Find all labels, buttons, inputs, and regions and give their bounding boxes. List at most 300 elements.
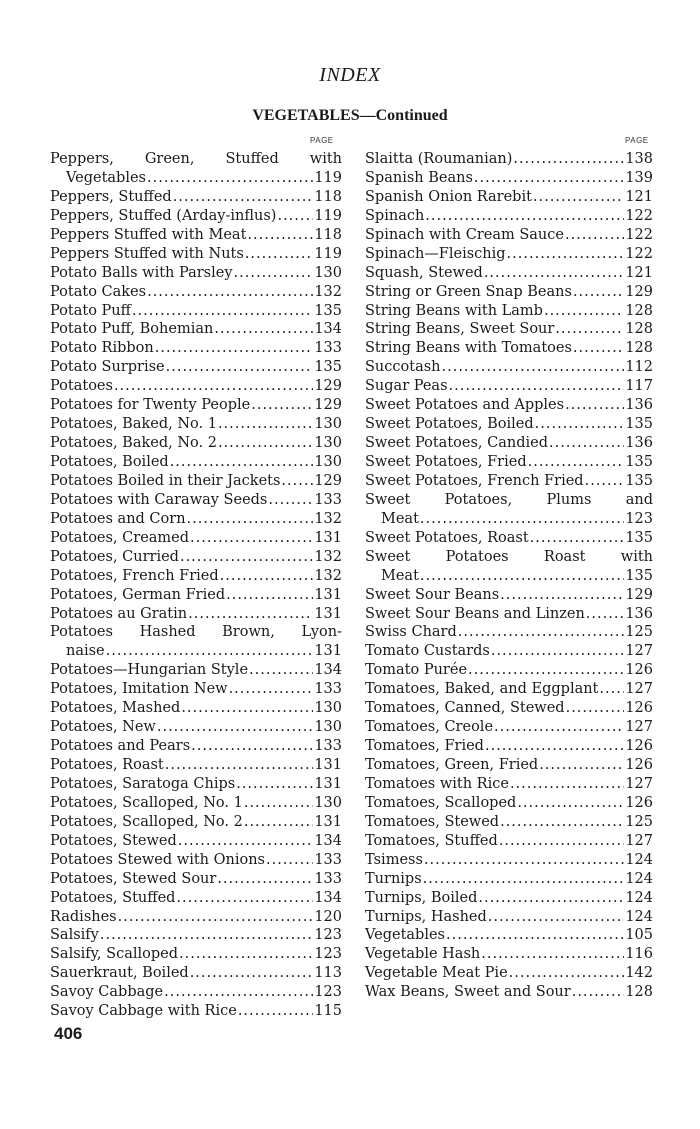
index-entry [365, 851, 653, 870]
entry-title: Spanish Onion Rarebit [365, 188, 532, 205]
index-entry [50, 1002, 342, 1021]
dot-leader [509, 964, 625, 983]
index-entry [50, 302, 342, 321]
entry-title: Succotash [365, 359, 441, 376]
dot-leader [423, 870, 625, 889]
entry-page-number: 123 [314, 984, 342, 1001]
index-entry [365, 472, 653, 491]
index-entry [365, 756, 653, 775]
entry-page-number: 135 [314, 302, 342, 319]
index-entry-first-line: Peppers, Green, Stuffed with [50, 151, 342, 167]
index-entry [50, 680, 342, 699]
entry-title: Sweet Potatoes and Apples [365, 397, 565, 414]
index-entry [50, 832, 342, 851]
index-entry [365, 529, 653, 548]
dot-leader [114, 377, 313, 396]
entry-title: Sweet Sour Beans and Linzen [365, 605, 585, 622]
entry-page-number: 132 [314, 510, 342, 527]
entry-page-number: 139 [625, 169, 653, 186]
entry-title: Potatoes, New [50, 719, 156, 736]
dot-leader [166, 358, 314, 377]
dot-leader [118, 908, 314, 927]
dot-leader [281, 472, 313, 491]
entry-title: Potatoes, Baked, No. 2 [50, 435, 217, 452]
dot-leader [181, 699, 313, 718]
entry-title: Tomato Custards [365, 643, 490, 660]
entry-title: Tomatoes, Canned, Stewed [365, 700, 565, 717]
entry-page-number: 112 [625, 359, 653, 376]
entry-page-number: 130 [314, 435, 342, 452]
index-entry [50, 434, 342, 453]
entry-page-number: 131 [314, 586, 342, 603]
index-entry [50, 870, 342, 889]
entry-title: Potatoes with Caraway Seeds [50, 491, 268, 508]
index-entry [365, 661, 653, 680]
index-entry [365, 396, 653, 415]
index-entry [365, 737, 653, 756]
dot-leader [468, 661, 624, 680]
index-entry [50, 283, 342, 302]
index-entry-first-line: Sweet Potatoes, Plums and [365, 491, 653, 508]
index-entry [365, 434, 653, 453]
entry-title: String or Green Snap Beans [365, 283, 572, 300]
index-entry [365, 150, 653, 169]
index-entry [50, 415, 342, 434]
dot-leader [510, 775, 624, 794]
dot-leader [220, 567, 314, 586]
dot-leader [500, 813, 624, 832]
dot-leader [544, 302, 624, 321]
entry-page-number: 123 [625, 510, 653, 527]
entry-page-number: 138 [625, 151, 653, 167]
dot-leader [236, 775, 313, 794]
index-entry [50, 586, 342, 605]
entry-page-number: 133 [314, 870, 342, 887]
entry-title: String Beans with Tomatoes [365, 340, 572, 357]
entry-title: Potatoes au Gratin [50, 605, 188, 622]
dot-leader [229, 680, 314, 699]
entry-page-number: 132 [314, 548, 342, 565]
entry-page-number: 130 [314, 454, 342, 470]
entry-page-number: 113 [314, 965, 342, 982]
dot-leader [266, 851, 313, 870]
index-entry [365, 926, 653, 945]
entry-page-number: 117 [625, 378, 653, 395]
dot-leader [499, 832, 625, 851]
entry-page-number: 131 [314, 529, 342, 546]
dot-leader [179, 945, 313, 964]
dot-leader [244, 813, 313, 832]
entry-page-number: 135 [625, 454, 653, 470]
dot-leader [214, 320, 313, 339]
entry-page-number: 133 [314, 738, 342, 755]
entry-page-number: 131 [314, 775, 342, 792]
entry-title: String Beans, Sweet Sour [365, 321, 555, 338]
dot-leader [442, 358, 625, 377]
entry-title: Turnips [365, 870, 422, 887]
entry-page-number: 115 [314, 1003, 342, 1020]
entry-title: Sweet Sour Beans [365, 586, 500, 603]
entry-page-number: 119 [314, 207, 342, 224]
dot-leader [251, 396, 313, 415]
entry-title: Potatoes, Stuffed [50, 889, 176, 906]
dot-leader [573, 339, 624, 358]
entry-title: Potatoes, Boiled [50, 454, 169, 470]
entry-page-number: 130 [314, 719, 342, 736]
entry-title: Potatoes and Corn [50, 510, 186, 527]
entry-title: Tomatoes, Scalloped [365, 794, 517, 811]
entry-title: Potatoes, Imitation New [50, 681, 228, 698]
entry-title: Wax Beans, Sweet and Sour [365, 984, 571, 1001]
entry-page-number: 122 [625, 245, 653, 262]
index-entry [50, 339, 342, 358]
entry-title: Potato Cakes [50, 283, 147, 300]
entry-page-number: 135 [625, 529, 653, 546]
entry-title: Potatoes, Creamed [50, 529, 190, 546]
dot-leader [132, 302, 313, 321]
index-entry [365, 264, 653, 283]
dot-leader [549, 434, 624, 453]
index-entry [365, 358, 653, 377]
index-entry [50, 396, 342, 415]
entry-page-number: 130 [314, 794, 342, 811]
dot-leader [513, 150, 624, 169]
index-entry [365, 718, 653, 737]
dot-leader [517, 794, 624, 813]
index-entry [50, 889, 342, 908]
entry-title: Potatoes, Stewed Sour [50, 870, 217, 887]
index-entry [365, 832, 653, 851]
entry-title: Peppers Stuffed with Nuts [50, 245, 244, 262]
entry-title: naise [66, 643, 105, 660]
entry-title: Potatoes, German Fried [50, 586, 226, 603]
entry-page-number: 127 [625, 832, 653, 849]
entry-title: Meat [381, 567, 419, 584]
index-entry [50, 813, 342, 832]
index-entry [50, 605, 342, 624]
entry-page-number: 128 [625, 302, 653, 319]
index-entry [50, 548, 342, 567]
entry-page-number: 124 [625, 908, 653, 925]
index-entry [50, 245, 342, 264]
dot-leader [485, 737, 624, 756]
entry-page-number: 135 [314, 359, 342, 376]
entry-page-number: 133 [314, 340, 342, 357]
dot-leader [484, 264, 625, 283]
entry-page-number: 124 [625, 851, 653, 868]
entry-title: Meat [381, 510, 419, 527]
entry-title: Potatoes, Baked, No. 1 [50, 416, 217, 433]
dot-leader [533, 188, 624, 207]
index-entry [365, 605, 653, 624]
dot-leader [188, 605, 313, 624]
page-title: INDEX [319, 64, 381, 86]
entry-page-number: 133 [314, 851, 342, 868]
index-entry [365, 377, 653, 396]
entry-page-number: 132 [314, 283, 342, 300]
index-entry [365, 207, 653, 226]
dot-leader [566, 699, 625, 718]
entry-page-number: 129 [625, 586, 653, 603]
entry-title: Potatoes [50, 378, 113, 395]
index-entry [365, 283, 653, 302]
index-entry [50, 851, 342, 870]
index-entry [365, 680, 653, 699]
entry-title: Potatoes, French Fried [50, 567, 219, 584]
dot-leader [446, 926, 624, 945]
dot-leader [481, 945, 624, 964]
index-entry [365, 623, 653, 642]
index-entry-first-line: Potatoes Hashed Brown, Lyon- [50, 624, 342, 641]
entry-page-number: 136 [625, 435, 653, 452]
dot-leader [100, 926, 313, 945]
entry-title: Potatoes, Mashed [50, 700, 181, 717]
entry-title: Vegetables [365, 927, 445, 944]
dot-leader [106, 642, 314, 661]
dot-leader [474, 169, 624, 188]
index-entry [365, 415, 653, 434]
index-entry [365, 945, 653, 964]
section-heading: VEGETABLES—Continued [252, 107, 448, 124]
entry-page-number: 120 [314, 908, 342, 925]
dot-leader [500, 586, 624, 605]
entry-page-number: 124 [625, 889, 653, 906]
dot-leader [528, 453, 625, 472]
entry-page-number: 133 [314, 491, 342, 508]
dot-leader [147, 283, 313, 302]
entry-page-number: 121 [625, 188, 653, 205]
entry-page-number: 127 [625, 775, 653, 792]
entry-title: String Beans with Lamb [365, 302, 543, 319]
index-entry [365, 870, 653, 889]
dot-leader [586, 605, 625, 624]
entry-title: Spinach—Fleischig [365, 245, 506, 262]
entry-page-number: 128 [625, 340, 653, 357]
entry-title: Sweet Potatoes, Fried [365, 454, 527, 470]
index-entry [50, 567, 342, 586]
index-entry [365, 775, 653, 794]
index-entry [50, 642, 342, 661]
dot-leader [565, 396, 624, 415]
dot-leader [420, 510, 624, 529]
index-entry [50, 945, 342, 964]
index-entry [365, 642, 653, 661]
index-entry [50, 699, 342, 718]
dot-leader [178, 832, 314, 851]
entry-page-number: 127 [625, 643, 653, 660]
page-column-label-left: PAGE [310, 136, 334, 145]
dot-leader [420, 567, 624, 586]
entry-title: Peppers Stuffed with Meat [50, 226, 247, 243]
entry-title: Potatoes, Roast [50, 757, 164, 773]
entry-page-number: 105 [625, 927, 653, 944]
entry-title: Tomatoes, Fried [365, 738, 484, 755]
dot-leader [218, 415, 313, 434]
dot-leader [238, 1002, 314, 1021]
dot-leader [573, 283, 624, 302]
entry-title: Tomatoes with Rice [365, 775, 509, 792]
entry-title: Sweet Potatoes, Boiled [365, 416, 534, 433]
index-entry [365, 813, 653, 832]
entry-title: Potatoes, Saratoga Chips [50, 775, 236, 792]
entry-page-number: 135 [625, 416, 653, 433]
entry-page-number: 126 [625, 700, 653, 717]
dot-leader [565, 226, 624, 245]
entry-page-number: 130 [314, 416, 342, 433]
entry-title: Sweet Potatoes, French Fried [365, 472, 584, 489]
dot-leader [176, 889, 313, 908]
dot-leader [191, 737, 313, 756]
index-entry [50, 908, 342, 927]
index-entry [50, 320, 342, 339]
entry-title: Potato Balls with Parsley [50, 264, 233, 281]
index-entry [365, 908, 653, 927]
entry-page-number: 142 [625, 965, 653, 982]
index-column-right [365, 150, 653, 1002]
entry-title: Potato Ribbon [50, 340, 154, 357]
index-entry [365, 453, 653, 472]
dot-leader [234, 264, 314, 283]
entry-page-number: 119 [314, 169, 342, 186]
entry-title: Sauerkraut, Boiled [50, 965, 189, 982]
entry-page-number: 128 [625, 984, 653, 1001]
dot-leader [539, 756, 624, 775]
entry-title: Squash, Stewed [365, 264, 483, 281]
dot-leader [530, 529, 625, 548]
entry-page-number: 118 [314, 226, 342, 243]
entry-page-number: 136 [625, 397, 653, 414]
entry-page-number: 123 [314, 946, 342, 963]
index-entry [50, 169, 342, 188]
index-entry [50, 377, 342, 396]
dot-leader [449, 377, 625, 396]
entry-page-number: 129 [625, 283, 653, 300]
dot-leader [249, 661, 313, 680]
index-entry [365, 169, 653, 188]
dot-leader [180, 548, 313, 567]
index-entry [50, 756, 342, 775]
entry-title: Tomatoes, Baked, and Eggplant [365, 681, 599, 698]
index-entry [365, 320, 653, 339]
entry-page-number: 125 [625, 624, 653, 641]
entry-title: Vegetable Meat Pie [365, 965, 508, 982]
entry-page-number: 127 [625, 719, 653, 736]
index-entry [365, 567, 653, 586]
entry-page-number: 133 [314, 681, 342, 698]
entry-title: Potato Puff [50, 302, 131, 319]
entry-title: Tomatoes, Stewed [365, 813, 500, 830]
index-entry [50, 472, 342, 491]
dot-leader [478, 889, 624, 908]
dot-leader [218, 434, 313, 453]
index-entry [365, 889, 653, 908]
entry-title: Slaitta (Roumanian) [365, 151, 513, 167]
dot-leader [164, 983, 313, 1002]
entry-page-number: 129 [314, 472, 342, 489]
entry-title: Sweet Potatoes, Roast [365, 529, 529, 546]
entry-title: Tomatoes, Creole [365, 719, 494, 736]
entry-title: Peppers, Stuffed [50, 188, 172, 205]
entry-page-number: 127 [625, 681, 653, 698]
index-entry [365, 226, 653, 245]
dot-leader [494, 718, 624, 737]
index-entry [50, 983, 342, 1002]
entry-title: Potato Puff, Bohemian [50, 321, 214, 338]
entry-page-number: 128 [625, 321, 653, 338]
entry-title: Potato Surprise [50, 359, 165, 376]
index-entry [365, 794, 653, 813]
page-number: 406 [54, 1024, 83, 1043]
index-entry [50, 453, 342, 472]
index-entry [365, 188, 653, 207]
entry-title: Sweet Potatoes, Candied [365, 435, 548, 452]
index-entry [50, 661, 342, 680]
entry-title: Potatoes, Scalloped, No. 1 [50, 794, 243, 811]
index-entry [50, 718, 342, 737]
dot-leader [599, 680, 624, 699]
index-entry [365, 586, 653, 605]
index-entry [365, 339, 653, 358]
entry-title: Radishes [50, 908, 117, 925]
dot-leader [425, 207, 624, 226]
index-entry [50, 737, 342, 756]
entry-page-number: 130 [314, 700, 342, 717]
index-entry [50, 207, 342, 226]
dot-leader [157, 718, 313, 737]
entry-title: Potatoes Boiled in their Jackets [50, 472, 281, 489]
index-column-left [50, 150, 342, 1021]
entry-page-number: 131 [314, 757, 342, 773]
index-entry [50, 926, 342, 945]
entry-page-number: 126 [625, 662, 653, 679]
entry-page-number: 132 [314, 567, 342, 584]
entry-page-number: 122 [625, 207, 653, 224]
entry-title: Potatoes, Curried [50, 548, 179, 565]
entry-page-number: 123 [314, 927, 342, 944]
dot-leader [507, 245, 625, 264]
entry-page-number: 129 [314, 378, 342, 395]
index-entry [50, 358, 342, 377]
index-entry [365, 510, 653, 529]
dot-leader [190, 529, 313, 548]
dot-leader [585, 472, 625, 491]
dot-leader [277, 207, 313, 226]
entry-page-number: 130 [314, 264, 342, 281]
entry-page-number: 129 [314, 397, 342, 414]
dot-leader [217, 870, 313, 889]
entry-title: Tomatoes, Green, Fried [365, 757, 539, 773]
entry-page-number: 116 [625, 946, 653, 963]
index-entry [365, 699, 653, 718]
entry-page-number: 125 [625, 813, 653, 830]
index-entry [365, 245, 653, 264]
dot-leader [491, 642, 624, 661]
entry-title: Salsify [50, 927, 99, 944]
entry-page-number: 135 [625, 567, 653, 584]
dot-leader [572, 983, 625, 1002]
entry-title: Spinach [365, 207, 425, 224]
entry-page-number: 118 [314, 188, 342, 205]
dot-leader [488, 908, 625, 927]
entry-title: Potatoes, Scalloped, No. 2 [50, 813, 243, 830]
entry-page-number: 126 [625, 794, 653, 811]
dot-leader [190, 964, 314, 983]
entry-title: Peppers, Stuffed (Arday-influs) [50, 207, 277, 224]
entry-page-number: 134 [314, 321, 342, 338]
index-entry [50, 964, 342, 983]
entry-title: Potatoes—Hungarian Style [50, 662, 249, 679]
entry-page-number: 119 [314, 245, 342, 262]
